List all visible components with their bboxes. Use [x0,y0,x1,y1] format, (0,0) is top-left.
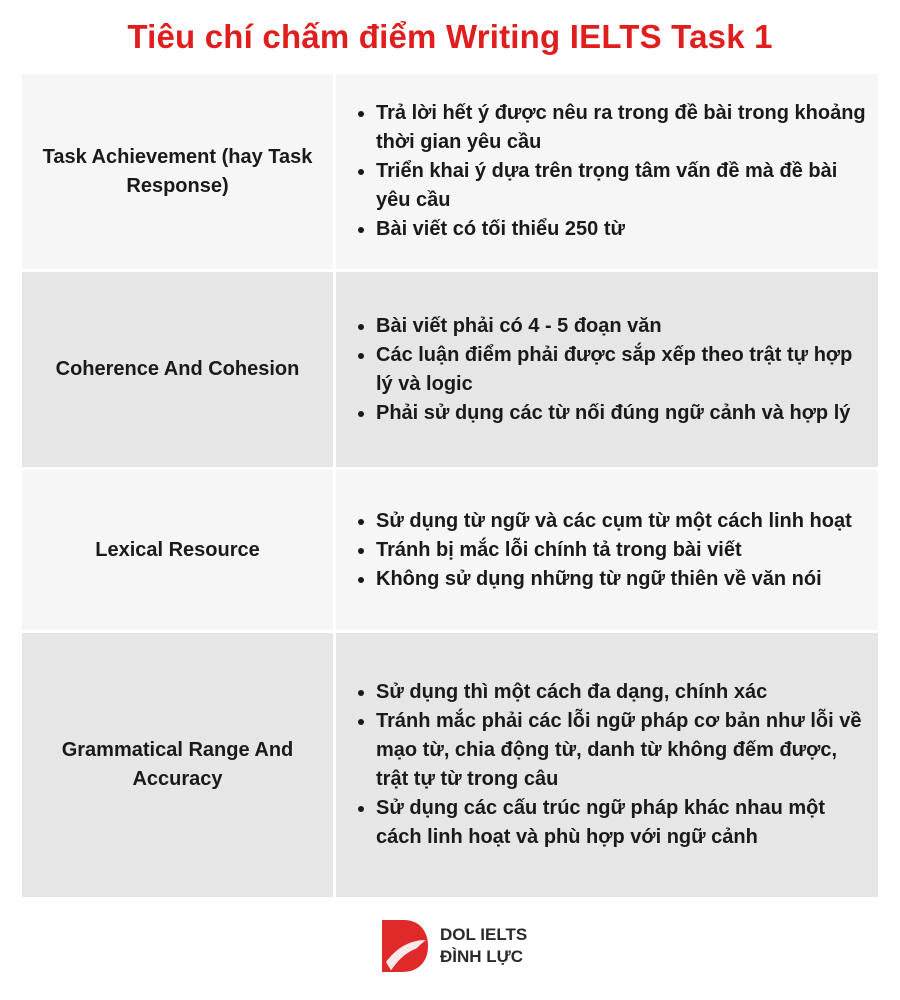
criterion-cell: Grammatical Range And Accuracy [22,633,333,897]
criteria-table [22,74,878,900]
criterion-cell: Task Achievement (hay Task Response) [22,74,333,269]
bullet-list [352,678,872,852]
dol-logo-icon [378,916,430,976]
list-item: • Phải sử dụng các từ nối đúng ngữ cảnh và hợp lý [376,399,872,428]
list-item: • Sử dụng thì một cách đa dạng, chính xác [376,678,872,707]
list-item: • Tránh bị mắc lỗi chính tả trong bài viết [376,536,852,565]
table-row [22,470,878,630]
bullet-list [352,99,872,244]
brand-logo [378,916,527,976]
list-item: • Các luận điểm phải được sắp xếp theo trật tự hợp lý và logic [376,341,872,399]
logo-line-1: DOL IELTS [440,925,528,944]
criterion-cell: Coherence And Cohesion [22,272,333,467]
table-row [22,633,878,897]
description-cell [336,272,878,467]
description-cell [336,633,878,897]
list-item: • Bài viết phải có 4 - 5 đoạn văn [376,312,872,341]
page-title: Tiêu chí chấm điểm Writing IELTS Task 1 [127,18,773,55]
logo-line-2: ĐÌNH LỰC [440,947,524,966]
bullet-list [352,312,872,428]
list-item: • Bài viết có tối thiểu 250 từ [376,215,872,244]
description-cell [336,470,878,630]
logo-text [440,924,527,968]
criterion-cell: Lexical Resource [22,470,333,630]
table-row [22,74,878,269]
list-item: • Trả lời hết ý được nêu ra trong đề bài trong khoảng thời gian yêu cầu [376,99,872,157]
list-item: • Không sử dụng những từ ngữ thiên về văn nói [376,565,852,594]
table-row [22,272,878,467]
list-item: • Triển khai ý dựa trên trọng tâm vấn đề mà đề bài yêu cầu [376,157,872,215]
list-item: • Sử dụng từ ngữ và các cụm từ một cách linh hoạt [376,507,852,536]
list-item: • Sử dụng các cấu trúc ngữ pháp khác nhau một cách linh hoạt và phù hợp với ngữ cảnh [376,794,872,852]
description-cell [336,74,878,269]
bullet-list [352,507,852,594]
list-item: • Tránh mắc phải các lỗi ngữ pháp cơ bản như lỗi về mạo từ, chia động từ, danh từ không đếm được, trật tự từ trong câu [376,707,872,794]
